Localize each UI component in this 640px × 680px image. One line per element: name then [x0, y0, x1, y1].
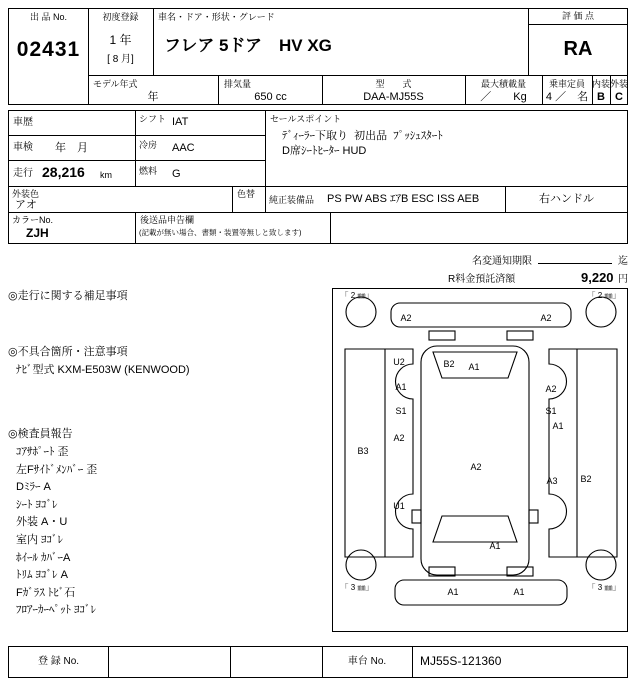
car-diagram — [332, 288, 628, 632]
registration-no-cell-1 — [109, 647, 229, 677]
inspector-report-item: ﾌﾛｱｰｶｰﾍﾟｯﾄ ﾖｺﾞﾚ — [16, 604, 97, 617]
equipment-value: PS PW ABS ｴｱB ESC ISS AEB — [327, 193, 480, 205]
mileage-unit: km — [100, 170, 112, 180]
first-registration-label: 初度登録 — [102, 12, 139, 22]
mileage-note-title: ◎走行に関する補足事項 — [8, 290, 128, 302]
damage-mark-a2: A2 — [400, 313, 412, 323]
damage-mark-a1: A1 — [395, 382, 407, 392]
damage-mark-b2: B2 — [443, 359, 455, 369]
sales-point-line-1: ﾃﾞｨｰﾗｰ下取り 初出品 ﾌﾟｯｼｭｽﾀｰﾄ — [282, 130, 443, 142]
inspector-report-item: Dﾐﾗｰ A — [16, 481, 51, 494]
later-items-label: 後送品申告欄 — [140, 215, 195, 225]
damage-mark-s1: S1 — [545, 406, 557, 416]
divider-line — [412, 646, 413, 678]
interior-grade-value: B — [597, 91, 605, 103]
damage-mark-u2: U2 — [393, 357, 405, 367]
divider-line — [8, 160, 265, 161]
damage-mark-u1: U1 — [393, 501, 405, 511]
chassis-no-value: MJ55S-121360 — [420, 654, 502, 668]
max-load-value: ／ Kg — [480, 91, 527, 103]
ac-label: 冷房 — [139, 140, 158, 150]
color-no-label: カラーNo. — [12, 215, 54, 225]
damage-mark-a1: A1 — [513, 587, 525, 597]
exterior-grade-value: C — [615, 91, 623, 103]
inspector-report-list — [16, 444, 316, 620]
name-change-deadline-suffix: 迄 — [618, 256, 628, 267]
divider-line — [88, 75, 628, 76]
first-registration-year: 1 年 — [109, 33, 132, 47]
divider-line — [330, 212, 331, 244]
mileage-value: 28,216 — [42, 164, 85, 180]
damage-mark-a2: A2 — [545, 384, 557, 394]
interior-grade-label: 内装 — [592, 79, 611, 89]
inspector-report-title: ◎検査員報告 — [8, 428, 73, 440]
sales-point-label: セールスポイント — [270, 114, 342, 124]
history-label: 車歴 — [13, 117, 33, 128]
tire-depth-top-right: 「 2 ㎜」 — [587, 291, 621, 300]
navi-model-line: ﾅﾋﾞ型式 KXM-E503W (KENWOOD) — [16, 364, 190, 376]
inspector-report-item: ｼｰﾄ ﾖｺﾞﾚ — [16, 498, 58, 511]
divider-line — [8, 186, 628, 187]
inspection-label: 車検 — [13, 142, 33, 153]
later-items-note: (記載が無い場合、書類・装置等無しと致します) — [139, 228, 302, 237]
recycle-fee-value: 9,220 — [581, 270, 614, 285]
inspector-report-item: 室内 ﾖｺﾞﾚ — [16, 533, 64, 546]
inspection-value: 年 月 — [55, 142, 88, 154]
shift-value: IAT — [172, 116, 189, 128]
fuel-label: 燃料 — [139, 166, 158, 176]
equipment-label: 純正装備品 — [269, 195, 315, 205]
damage-mark-a1: A1 — [489, 541, 501, 551]
exhibit-no-label: 出 品 No. — [29, 12, 67, 22]
damage-mark-a1: A1 — [468, 362, 480, 372]
exterior-grade-label: 外装 — [610, 79, 629, 89]
tire-depth-bottom-right: 「 3 ㎜」 — [587, 583, 621, 592]
car-name-label: 車名・ドア・形状・グレード — [158, 12, 275, 22]
model-code-value: DAA-MJ55S — [363, 91, 424, 103]
inspector-report-item: 左Fｻｲﾄﾞﾒﾝﾊﾞｰ 歪 — [16, 463, 98, 476]
model-year-label: モデル年式 — [93, 79, 138, 89]
damage-mark-a1: A1 — [447, 587, 459, 597]
registration-no-cell-2 — [231, 647, 321, 677]
inspector-report-item: ﾄﾘﾑ ﾖｺﾞﾚ A — [16, 569, 68, 582]
defect-title: ◎不具合箇所・注意事項 — [8, 346, 128, 358]
inspector-report-item: 外装 A・U — [16, 516, 68, 529]
rating-label: 評 価 点 — [561, 11, 594, 21]
exterior-color-value: アオ — [15, 199, 37, 211]
name-change-deadline-row — [448, 252, 628, 267]
divider-line — [8, 135, 265, 136]
chassis-no-label: 車台 No. — [347, 656, 387, 667]
displacement-label: 排気量 — [224, 79, 252, 89]
recycle-fee-row — [448, 269, 628, 290]
damage-mark-s1: S1 — [395, 406, 407, 416]
rating-value: RA — [563, 38, 593, 60]
registration-no-label: 登 録 No. — [37, 656, 80, 667]
recycle-fee-unit: 円 — [618, 274, 628, 285]
recycle-fee-label: R料金預託済額 — [448, 274, 516, 285]
steering-position: 右ハンドル — [539, 193, 594, 205]
shift-label: シフト — [139, 114, 167, 124]
divider-line — [232, 186, 233, 212]
damage-mark-b3: B3 — [357, 446, 369, 456]
name-change-deadline-blank — [538, 253, 612, 264]
divider-line — [8, 212, 628, 213]
model-code-label: 型 式 — [375, 79, 412, 89]
damage-mark-a3: A3 — [546, 476, 558, 486]
damage-mark-a1: A1 — [552, 421, 564, 431]
model-year-value: 年 — [147, 91, 159, 103]
fuel-value: G — [172, 168, 181, 180]
capacity-label: 乗車定員 — [548, 79, 585, 89]
color-change-label: 色替 — [237, 189, 256, 199]
damage-mark-a2: A2 — [540, 313, 552, 323]
divider-line — [153, 8, 154, 75]
divider-line — [528, 24, 628, 25]
damage-marks-layer — [333, 289, 629, 633]
car-name-value: フレア 5ドア HV XG — [164, 36, 332, 55]
max-load-label: 最大積載量 — [480, 79, 526, 89]
capacity-value: 4 ／ 名 — [545, 91, 589, 103]
tire-depth-bottom-left: 「 3 ㎜」 — [340, 583, 374, 592]
damage-mark-a2: A2 — [470, 462, 482, 472]
first-registration-month: [ 8 月] — [107, 54, 134, 65]
displacement-value: 650 cc — [254, 91, 287, 103]
mileage-label: 走行 — [13, 168, 33, 179]
tire-depth-top-left: 「 2 ㎜」 — [340, 291, 374, 300]
inspector-report-item: ｺｱｻﾎﾟｰﾄ 歪 — [16, 446, 69, 458]
sales-point-line-2: D席ｼｰﾄﾋｰﾀｰ HUD — [282, 145, 367, 157]
exhibit-no-value: 02431 — [16, 38, 81, 61]
color-no-value: ZJH — [26, 226, 49, 240]
name-change-deadline-label: 名変通知期限 — [472, 256, 532, 267]
divider-line — [265, 110, 266, 212]
divider-line — [135, 110, 136, 186]
divider-line — [135, 212, 136, 244]
damage-mark-b2: B2 — [580, 474, 592, 484]
ac-value: AAC — [172, 142, 195, 154]
inspector-report-item: ﾎｲｰﾙ ｶﾊﾞｰA — [16, 551, 71, 564]
exterior-color-label: 外装色 — [12, 189, 40, 199]
inspector-report-item: Fｶﾞﾗｽ ﾄﾋﾞ石 — [16, 586, 76, 599]
damage-mark-a2: A2 — [393, 433, 405, 443]
